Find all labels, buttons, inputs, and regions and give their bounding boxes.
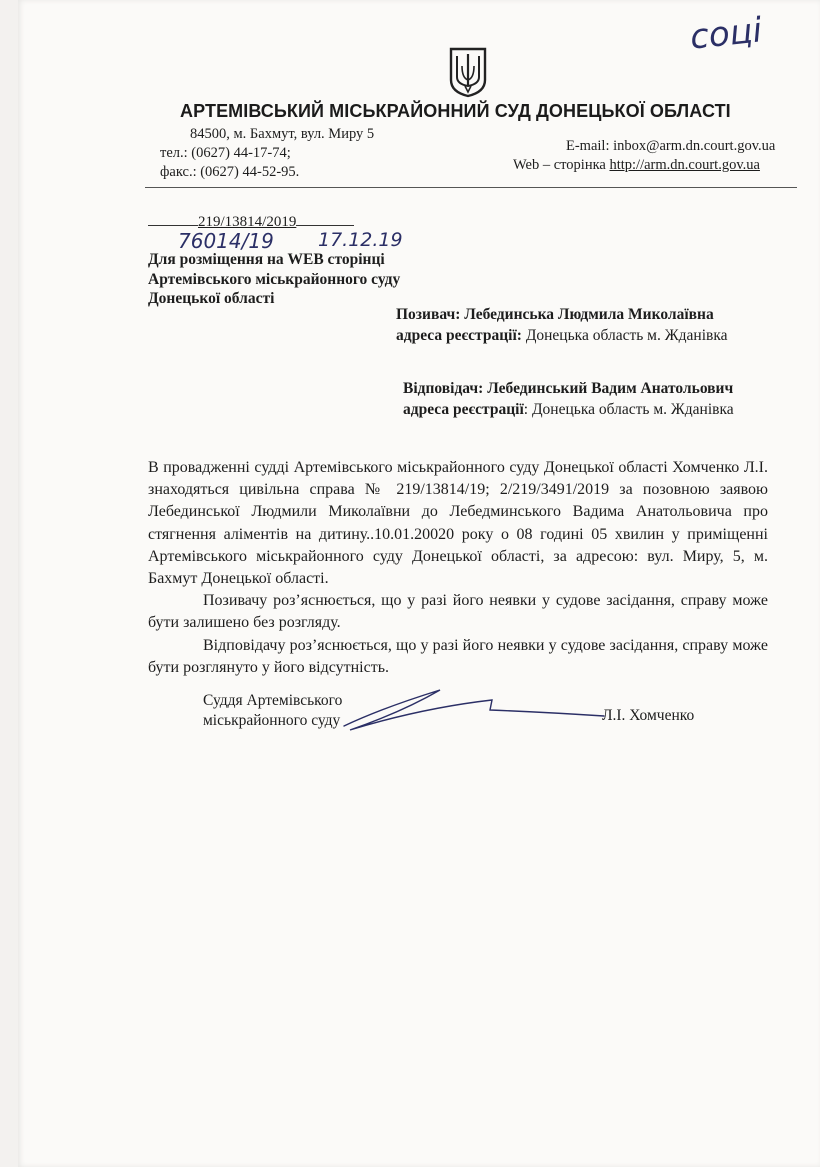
- publication-note-line2: Артемівського міськрайонного суду: [148, 270, 401, 288]
- court-phone: тел.: (0627) 44-17-74;: [160, 145, 291, 161]
- court-address: 84500, м. Бахмут, вул. Миру 5: [190, 126, 375, 142]
- defendant-address-line: [403, 399, 734, 420]
- coat-of-arms-icon: [448, 46, 488, 103]
- judge-title-line1: Суддя Артемівського: [203, 692, 343, 709]
- handwritten-signature: [342, 686, 612, 741]
- underline-left: [148, 225, 198, 226]
- underline-right: [296, 225, 354, 226]
- defendant-address-label: адреса реєстрації: [403, 401, 524, 418]
- plaintiff-address: Донецька область м. Жданівка: [525, 327, 728, 344]
- plaintiff-address-line: [396, 325, 728, 346]
- web-label: Web – сторінка: [513, 157, 606, 173]
- court-email: E-mail: inbox@arm.dn.court.gov.ua: [566, 138, 776, 154]
- judge-title-line2: міськрайонного суду: [203, 712, 341, 729]
- case-number: 219/13814/2019: [198, 214, 297, 230]
- handwritten-corner-note: соці: [688, 10, 764, 58]
- publication-note-line1: Для розміщення на WEB сторінці: [148, 251, 385, 268]
- court-website-link[interactable]: http://arm.dn.court.gov.ua: [609, 157, 760, 173]
- court-fax: факс.: (0627) 44-52-95.: [160, 164, 300, 180]
- defendant-name: Лебединський Вадим Анатольович: [487, 380, 734, 397]
- publication-note: [148, 250, 400, 309]
- defendant-block: [403, 378, 734, 420]
- notice-body: [148, 457, 768, 679]
- notice-paragraph-2: Позивачу роз’яснюється, що у разі його неявки у судове засідання, справу може бути залишено без розгляду.: [148, 592, 768, 632]
- plaintiff-block: [396, 304, 728, 346]
- court-web: [513, 157, 760, 174]
- judge-title: [203, 691, 342, 731]
- judge-name: Л.І. Хомченко: [602, 707, 695, 724]
- header-divider: [145, 187, 797, 188]
- publication-note-line3: Донецької області: [148, 290, 275, 307]
- defendant-label: Відповідач:: [403, 380, 484, 397]
- plaintiff-name: Лебединська Людмила Миколаївна: [464, 306, 714, 323]
- court-name-heading: АРТЕМІВСЬКИЙ МІСЬКРАЙОННИЙ СУД ДОНЕЦЬКОЇ ОБЛАСТІ: [180, 101, 731, 121]
- defendant-address: : Донецька область м. Жданівка: [523, 401, 734, 418]
- plaintiff-address-label: адреса реєстрації:: [396, 327, 522, 344]
- plaintiff-line: [396, 304, 728, 325]
- handwritten-registration-date: 17.12.19: [318, 229, 403, 251]
- notice-paragraph-3: Відповідачу роз’яснюється, що у разі його неявки у судове засідання, справу може бути розглянуто у його відсутність.: [148, 636, 768, 676]
- plaintiff-label: Позивач:: [396, 306, 461, 323]
- notice-paragraph-1: В провадженні судді Артемівського міськрайонного суду Донецької області Хомченко Л.І. знаходяться цивільна справа № 219/13814/19; 2/219/3491/2019 за позовною заявою Лебединської Людмили Миколаївни до Лебедминського Вадима Анатольовича про стягнення аліментів на дитину..10.01.20020 року о 08 годині 05 хвилин у приміщенні Артемівського міськрайонного суду Донецької області, за адресою: вул. Миру, 5, м. Бахмут Донецької області.: [148, 459, 768, 588]
- defendant-line: [403, 378, 734, 399]
- handwritten-registration-number: 76014/19: [178, 229, 274, 253]
